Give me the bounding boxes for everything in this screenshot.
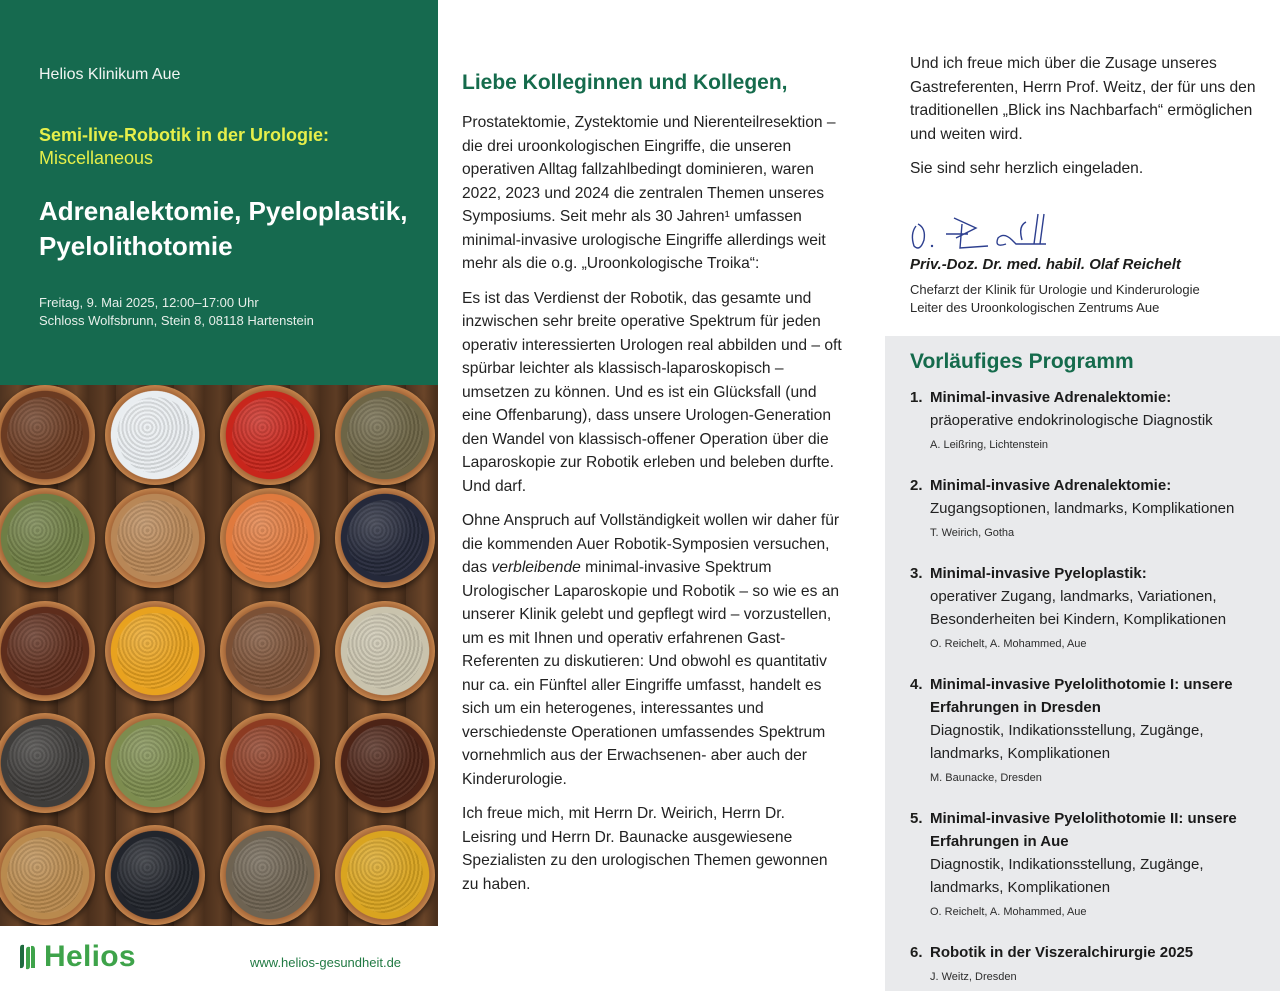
spice-bowl — [220, 825, 320, 925]
spice-bowl — [335, 385, 435, 485]
program-item-number: 5. — [910, 810, 923, 827]
program-item-title: Minimal-invasive Adrenalektomie: — [930, 477, 1172, 494]
program-item-speaker: A. Leißring, Lichtenstein — [930, 439, 1049, 451]
helios-logo-text: Helios — [44, 940, 136, 973]
spice-bowl — [105, 488, 205, 588]
helios-logo — [16, 940, 136, 974]
letter-paragraph: Es ist das Verdienst der Robotik, das gesamte und inzwischen sehr breite operative Spektrum für jeden operativ interessierten Urologen real abbilden und – oft spürbar leichter als klassisch-laparoskopisch – umsetzen zu können. Und es ist ein Glücksfall (und eine Offenbarung), dass unsere Urologen-Generation den Wandel von klassisch-offener Operation über die Laparoskopie zur Robotik erleben und beleben durfte. Und darf. — [462, 289, 842, 495]
letter-greeting: Liebe Kolleginnen und Kollegen, — [462, 71, 788, 94]
signer-roles — [910, 281, 1200, 317]
program-item-title: Robotik in der Viszeralchirurgie 2025 — [930, 944, 1194, 961]
spice-bowl — [105, 713, 205, 813]
signer-role: Chefarzt der Klinik für Urologie und Kinderurologie — [910, 282, 1200, 297]
program-item-description: präoperative endokrinologische Diagnostik — [930, 412, 1213, 429]
program-item-description: Diagnostik, Indikationsstellung, Zugänge, landmarks, Komplikationen — [930, 856, 1204, 896]
spice-bowl — [220, 385, 320, 485]
website-link[interactable]: www.helios-gesundheit.de — [250, 955, 402, 970]
event-series — [39, 124, 329, 170]
event-location: Schloss Wolfsbrunn, Stein 8, 08118 Hartenstein — [39, 313, 314, 328]
event-series-title: Semi-live-Robotik in der Urologie: — [39, 125, 330, 145]
event-title: Adrenalektomie, Pyeloplastik, Pyelolithotomie — [39, 196, 408, 261]
program-item-number: 6. — [910, 944, 923, 961]
program-item-title: Minimal-invasive Adrenalektomie: — [930, 389, 1172, 406]
letter-paragraph — [462, 509, 842, 791]
signer-name: Priv.-Doz. Dr. med. habil. Olaf Reichelt — [910, 256, 1181, 273]
program-item-number: 3. — [910, 565, 923, 582]
spice-bowl — [220, 601, 320, 701]
spices-photo — [0, 385, 438, 926]
program-item-speaker: T. Weirich, Gotha — [930, 527, 1015, 539]
letter-column — [462, 70, 842, 907]
letter-continuation — [910, 52, 1270, 192]
program-item — [910, 386, 1260, 452]
program-item-number: 1. — [910, 389, 923, 406]
program-item — [910, 807, 1260, 919]
program-item-speaker: M. Baunacke, Dresden — [930, 772, 1042, 784]
program-item — [910, 474, 1260, 540]
letter-text: Ohne Anspruch auf Vollständigkeit wollen wir daher für die kommenden Auer Robotik-Symposien versuchen, das — [462, 512, 840, 576]
letter-paragraph: Sie sind sehr herzlich eingeladen. — [910, 160, 1144, 177]
spice-bowl — [105, 385, 205, 485]
spice-bowl — [335, 601, 435, 701]
event-series-subtitle: Miscellaneous — [39, 148, 154, 168]
spice-bowl — [105, 601, 205, 701]
program-item-description: operativer Zugang, landmarks, Variationen, Besonderheiten bei Kindern, Komplikationen — [930, 588, 1227, 628]
helios-logo-icon — [16, 942, 38, 972]
program-item-number: 2. — [910, 477, 923, 494]
program-item-number: 4. — [910, 676, 923, 693]
program-item — [910, 941, 1260, 984]
handwritten-signature — [906, 204, 1066, 256]
letter-paragraph: Und ich freue mich über die Zusage unseres Gastreferenten, Herrn Prof. Weitz, der für uns den traditionellen „Blick ins Nachbarfach“ ermöglichen und weiten wird. — [910, 55, 1256, 143]
spice-bowl — [335, 825, 435, 925]
program-item-speaker: O. Reichelt, A. Mohammed, Aue — [930, 638, 1087, 650]
program-item — [910, 673, 1260, 785]
letter-paragraph: Ich freue mich, mit Herrn Dr. Weirich, Herrn Dr. Leisring und Herrn Dr. Baunacke ausgewiesene Spezialisten zu den urologischen Themen gewonnen zu haben. — [462, 805, 828, 893]
program-item-title: Minimal-invasive Pyelolithotomie II: unsere Erfahrungen in Aue — [930, 810, 1237, 850]
program-item-speaker: J. Weitz, Dresden — [930, 971, 1017, 983]
event-header-panel — [0, 0, 438, 385]
program-item-description: Diagnostik, Indikationsstellung, Zugänge, landmarks, Komplikationen — [930, 722, 1204, 762]
spice-bowl — [105, 825, 205, 925]
program-item-title: Minimal-invasive Pyeloplastik: — [930, 565, 1147, 582]
spice-bowl — [220, 713, 320, 813]
program-title: Vorläufiges Programm — [910, 350, 1134, 373]
signer-role: Leiter des Uroonkologischen Zentrums Aue — [910, 300, 1160, 315]
letter-emphasis: verbleibende — [491, 559, 581, 576]
letter-text: minimal-invasive Spektrum Urologischer Laparoskopie und Robotik – so wie es an unserer Klinik gelebt und gepflegt wird – vorzustellen, um es mit Ihnen und operativ erfahrenen Gast-Referenten zu diskutieren: Und obwohl es quantitativ nur ca. ein Fünftel aller Eingriffe umfasst, handelt es sich um ein heterogenes, interessantes und verschiedenste Operationen umfassendes Spektrum vornehmlich aus der Erwachsenen- aber auch der Kinderurologie. — [462, 559, 840, 788]
letter-paragraph: Prostatektomie, Zystektomie und Nierenteilresektion – die drei uroonkologischen Eingriffe, die unseren operativen Alltag fallzahlbedingt dominieren, waren 2022, 2023 und 2024 die zentralen Themen unseres Symposiums. Seit mehr als 30 Jahren¹ umfassen minimal-invasive urologische Eingriffe allerdings weit mehr als die o.g. „Uroonkologische Troika“: — [462, 114, 836, 272]
program-item-title: Minimal-invasive Pyelolithotomie I: unsere Erfahrungen in Dresden — [930, 676, 1233, 716]
event-date: Freitag, 9. Mai 2025, 12:00–17:00 Uhr — [39, 295, 259, 310]
spice-bowl — [335, 713, 435, 813]
event-meta — [39, 294, 314, 330]
program-item — [910, 562, 1260, 651]
spice-bowl — [335, 488, 435, 588]
spice-bowl — [220, 488, 320, 588]
program-item-description: Zugangsoptionen, landmarks, Komplikationen — [930, 500, 1235, 517]
program-item-speaker: O. Reichelt, A. Mohammed, Aue — [930, 906, 1087, 918]
organization-name: Helios Klinikum Aue — [39, 66, 181, 83]
program-panel — [885, 336, 1280, 991]
